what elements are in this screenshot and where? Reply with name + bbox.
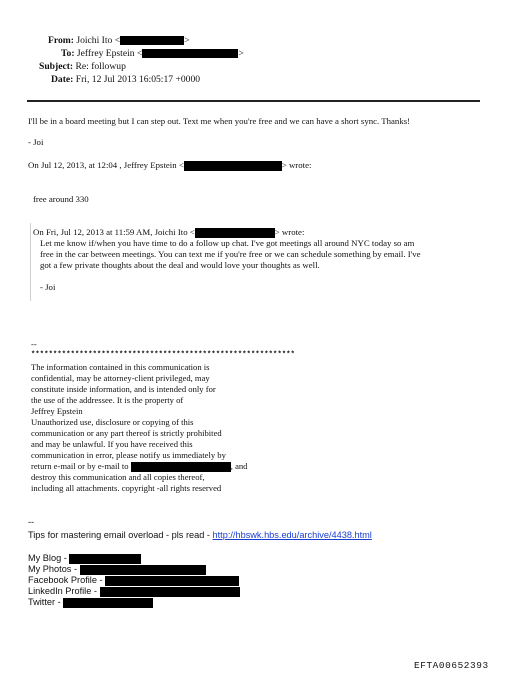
quoted-line: got a few private thoughts about the deal and would love your thoughts as well. bbox=[40, 260, 320, 270]
quote-header-1-text: On Jul 12, 2013, at 12:04 , Jeffrey Epstein < bbox=[28, 160, 184, 170]
quoted-line: Let me know if/when you have time to do a follow up chat. I've got meetings all around NYC today so am bbox=[40, 238, 415, 248]
disclaimer-line: destroy this communication and all copies thereof, bbox=[31, 472, 205, 482]
quote-header-2 bbox=[33, 227, 304, 238]
to-value: Jeffrey Epstein < bbox=[76, 48, 143, 59]
blog-label: My Blog - bbox=[28, 553, 67, 563]
quote-bar bbox=[30, 223, 31, 301]
free-line: free around 330 bbox=[33, 194, 89, 204]
from-value: Joichi Ito < bbox=[76, 35, 121, 46]
date-row bbox=[51, 73, 200, 86]
notify-close: , and bbox=[230, 461, 248, 471]
photos-label: My Photos - bbox=[28, 564, 78, 574]
to-row bbox=[61, 47, 244, 60]
blog-row bbox=[28, 553, 141, 564]
separator-dashes: -- bbox=[31, 339, 37, 349]
twitter-row bbox=[28, 597, 153, 608]
tips-line bbox=[28, 530, 372, 541]
date-value: Fri, 12 Jul 2013 16:05:17 +0000 bbox=[75, 74, 201, 85]
separator-stars: ************************************************************ bbox=[31, 351, 296, 359]
quote-header-1 bbox=[28, 160, 311, 171]
tips-link[interactable]: http://hbswk.hbs.edu/archive/4438.html bbox=[212, 530, 372, 540]
to-label: To: bbox=[61, 48, 75, 59]
redacted-block bbox=[195, 228, 275, 238]
redacted-block bbox=[142, 49, 238, 58]
quoted-signature: - Joi bbox=[40, 282, 56, 292]
disclaimer-line: Unauthorized use, disclosure or copying of this bbox=[31, 417, 194, 427]
disclaimer-line: and may be unlawful. If you have received this bbox=[31, 439, 193, 449]
from-label: From: bbox=[48, 35, 74, 46]
disclaimer-line: confidential, may be attorney-client privileged, may bbox=[31, 373, 210, 383]
quote-header-1-close: > wrote: bbox=[281, 160, 312, 170]
disclaimer-line: communication or any part thereof is strictly prohibited bbox=[31, 428, 222, 438]
quote-header-2-close: > wrote: bbox=[274, 227, 305, 237]
redacted-block bbox=[80, 565, 206, 575]
disclaimer-line: the use of the addressee. It is the property of bbox=[31, 395, 184, 405]
redacted-block bbox=[120, 36, 184, 45]
disclaimer-line: including all attachments. copyright -all rights reserved bbox=[31, 483, 222, 493]
linkedin-row bbox=[28, 586, 240, 597]
redacted-block bbox=[105, 576, 239, 586]
date-label: Date: bbox=[51, 74, 74, 85]
disclaimer-line: Jeffrey Epstein bbox=[31, 406, 83, 416]
subject-row bbox=[39, 60, 126, 73]
notify-text: return e-mail or by e-mail to bbox=[31, 461, 129, 471]
from-row bbox=[48, 34, 190, 47]
redacted-block bbox=[131, 462, 231, 472]
subject-label: Subject: bbox=[39, 61, 74, 72]
footer-dashes: -- bbox=[28, 517, 35, 527]
linkedin-label: LinkedIn Profile - bbox=[28, 586, 97, 596]
disclaimer-line: constitute inside information, and is intended only for bbox=[31, 384, 216, 394]
redacted-block bbox=[184, 161, 282, 171]
tips-text: Tips for mastering email overload - pls read - bbox=[28, 530, 213, 540]
signature: - Joi bbox=[28, 137, 44, 147]
header-divider bbox=[27, 100, 480, 102]
quote-header-2-text: On Fri, Jul 12, 2013 at 11:59 AM, Joichi Ito < bbox=[33, 227, 195, 237]
facebook-label: Facebook Profile - bbox=[28, 575, 103, 585]
disclaimer-notify-line bbox=[31, 461, 247, 472]
facebook-row bbox=[28, 575, 239, 586]
twitter-label: Twitter - bbox=[28, 597, 61, 607]
quoted-line: free in the car between meetings. You can text me if you're free or we can schedule something by email. I've bbox=[40, 249, 421, 259]
subject-value: Re: followup bbox=[75, 61, 126, 72]
reply-text: I'll be in a board meeting but I can step out. Text me when you're free and we can have a short sync. Thanks! bbox=[28, 116, 411, 126]
from-close: > bbox=[184, 35, 190, 46]
bates-number: EFTA00652393 bbox=[414, 660, 489, 671]
to-close: > bbox=[238, 48, 244, 59]
photos-row bbox=[28, 564, 206, 575]
redacted-block bbox=[100, 587, 240, 597]
disclaimer-line: communication in error, please notify us immediately by bbox=[31, 450, 226, 460]
redacted-block bbox=[63, 598, 153, 608]
disclaimer-line: The information contained in this communication is bbox=[31, 362, 210, 372]
redacted-block bbox=[69, 554, 141, 564]
